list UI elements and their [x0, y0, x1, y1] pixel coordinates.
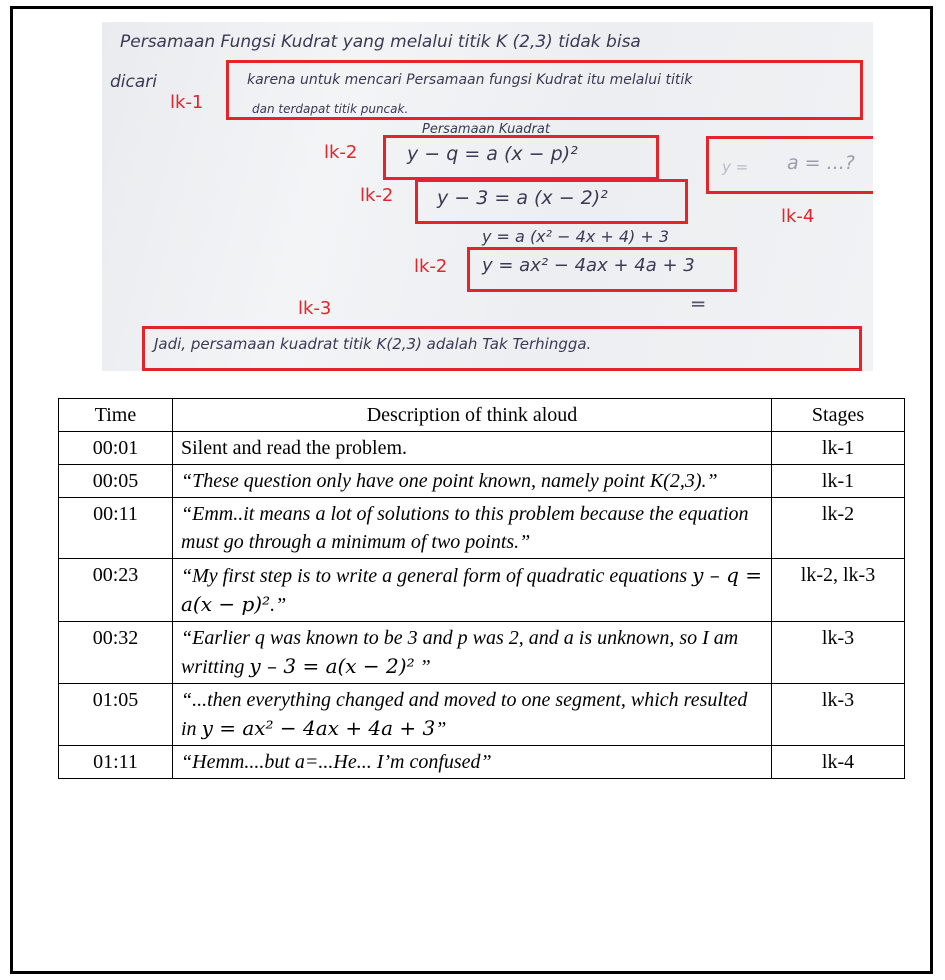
handwriting-box4-right: a = ...?: [787, 152, 855, 174]
desc-equation: y – q = a(x − p)²: [181, 563, 763, 616]
handwriting-conclusion: Jadi, persamaan kuadrat titik K(2,3) adalah Tak Terhingga.: [154, 335, 592, 353]
row-description: [173, 684, 772, 746]
box-lk-1: [226, 60, 863, 120]
header-description: Description of think aloud: [173, 399, 772, 432]
think-aloud-table: [58, 398, 905, 779]
row-description: “Emm..it means a lot of solutions to this problem because the equation must go through a minimum of two points.”: [173, 498, 772, 559]
desc-text-end: .”: [270, 594, 287, 616]
row-time: 01:11: [59, 746, 173, 779]
desc-text-end: ”: [414, 656, 431, 678]
row-time: 00:05: [59, 465, 173, 498]
table-row: [59, 498, 905, 559]
handwriting-eq-1: y − q = a (x − p)²: [407, 143, 578, 165]
handwriting-line-2b: karena untuk mencari Persamaan fungsi Kudrat itu melalui titik: [247, 72, 693, 88]
row-description: [173, 622, 772, 684]
row-stage: lk-3: [772, 622, 905, 684]
desc-text: “Earlier q was known to be 3 and p was 2, and a is unknown, so I am writting: [181, 627, 739, 678]
handwriting-box4-left: y =: [722, 158, 749, 176]
row-time: 01:05: [59, 684, 173, 746]
row-description: Silent and read the problem.: [173, 432, 772, 465]
row-description: “Hemm....but a=...He... I’m confused”: [173, 746, 772, 779]
figure-frame: [10, 6, 933, 974]
table-header-row: [59, 399, 905, 432]
table-row: [59, 559, 905, 622]
handwriting-eq-2: y − 3 = a (x − 2)²: [437, 187, 608, 209]
tag-lk-2-a: lk-2: [324, 142, 358, 163]
row-stage: lk-3: [772, 684, 905, 746]
row-description: [173, 559, 772, 622]
row-stage: lk-4: [772, 746, 905, 779]
tag-lk-2-b: lk-2: [360, 185, 394, 206]
handwriting-line-3: dan terdapat titik puncak.: [252, 102, 409, 116]
table-row: [59, 432, 905, 465]
table-row: [59, 465, 905, 498]
desc-text: “...then everything changed and moved to one segment, which resulted in: [181, 689, 748, 740]
header-stages: Stages: [772, 399, 905, 432]
row-time: 00:32: [59, 622, 173, 684]
row-time: 00:01: [59, 432, 173, 465]
row-stage: lk-2: [772, 498, 905, 559]
tag-lk-4: lk-4: [781, 206, 815, 227]
tag-lk-1: lk-1: [170, 92, 204, 113]
header-time: Time: [59, 399, 173, 432]
handwritten-solution-photo: [102, 22, 873, 371]
handwriting-eq-mid: y = a (x² − 4x + 4) + 3: [482, 227, 670, 246]
handwriting-line-4: Persamaan Kuadrat: [422, 122, 550, 137]
desc-text-end: ”: [435, 718, 447, 740]
handwriting-eq-3: y = ax² − 4ax + 4a + 3: [482, 255, 695, 276]
row-time: 00:11: [59, 498, 173, 559]
tag-lk-2-c: lk-2: [414, 256, 448, 277]
desc-equation: y – 3 = a(x − 2)²: [249, 654, 415, 678]
table-row: [59, 746, 905, 779]
tag-lk-3: lk-3: [298, 298, 332, 319]
desc-equation: y = ax² − 4ax + 4a + 3: [201, 716, 436, 740]
table-row: [59, 684, 905, 746]
desc-text: “My first step is to write a general form of quadratic equations: [181, 565, 693, 587]
row-stage: lk-1: [772, 465, 905, 498]
table-row: [59, 622, 905, 684]
handwriting-line-1: Persamaan Fungsi Kudrat yang melalui titik K (2,3) tidak bisa: [120, 32, 641, 52]
row-stage: lk-1: [772, 432, 905, 465]
row-time: 00:23: [59, 559, 173, 622]
row-description: “These question only have one point known, namely point K(2,3).”: [173, 465, 772, 498]
row-stage: lk-2, lk-3: [772, 559, 905, 622]
double-underline-mark: ═: [692, 292, 705, 316]
handwriting-line-2a: dicari: [110, 72, 157, 92]
